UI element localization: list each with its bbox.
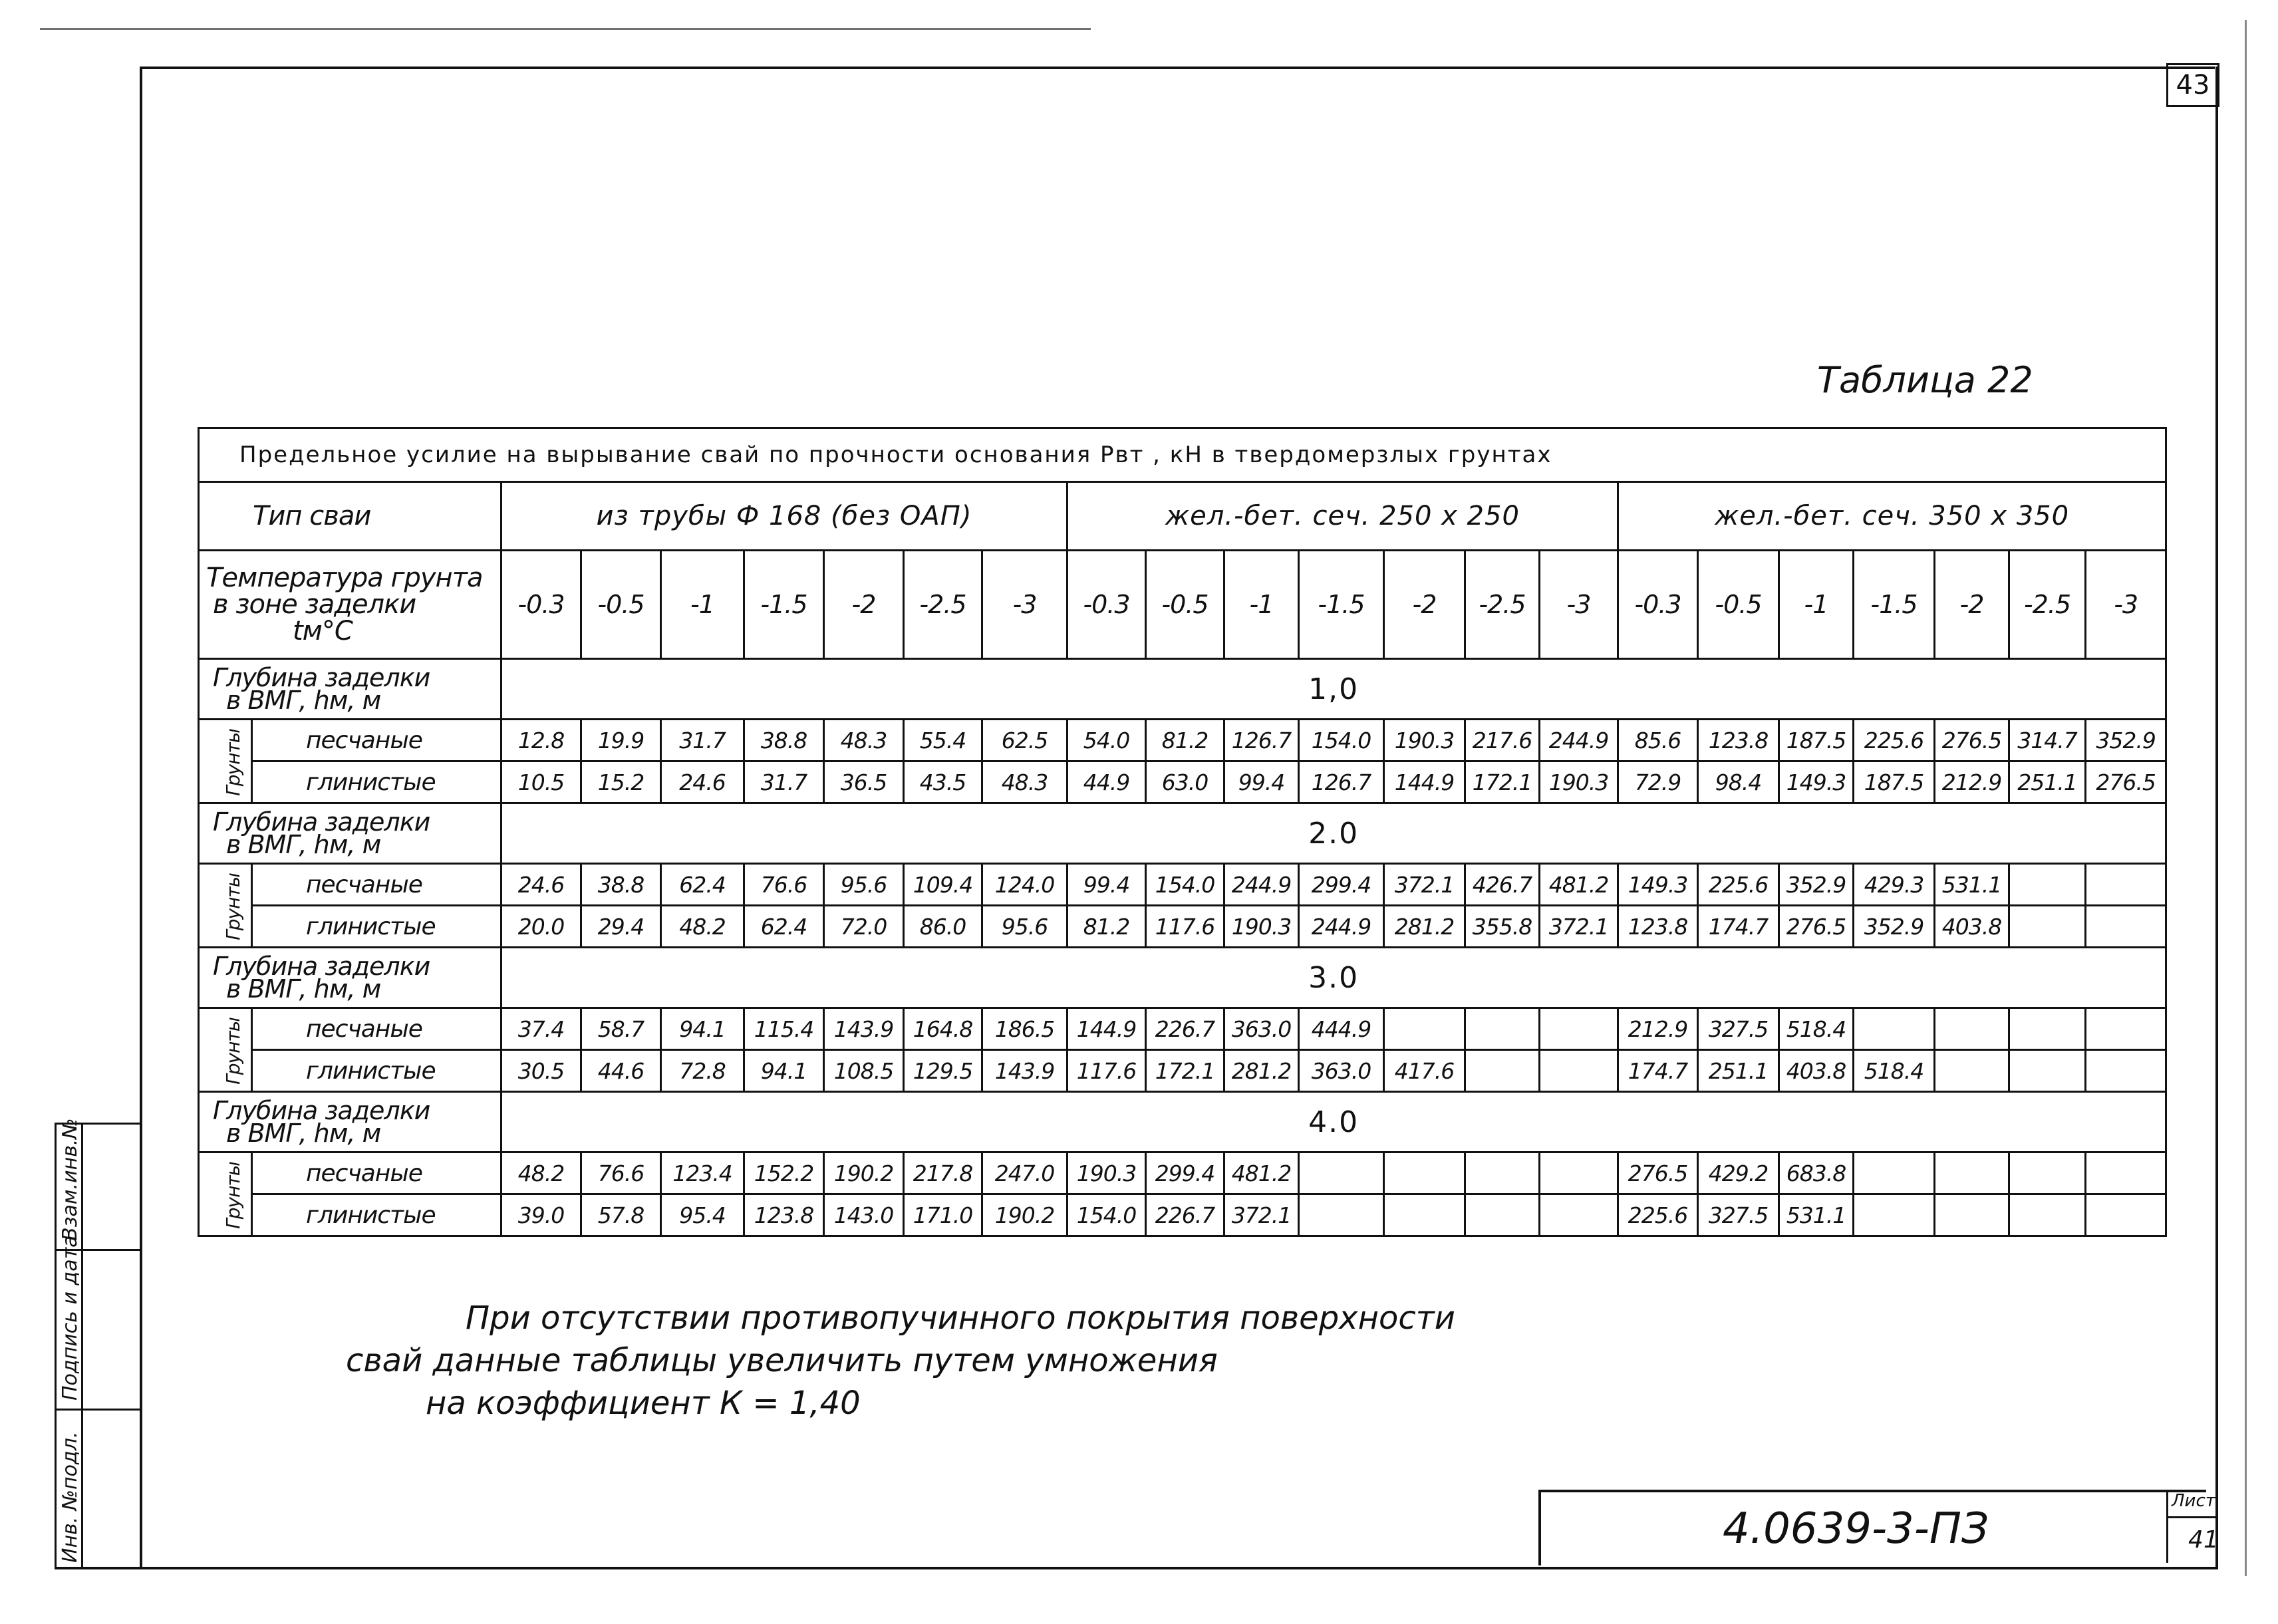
soils-label: Грунты bbox=[221, 729, 244, 796]
value-cell: 123.8 bbox=[744, 1194, 824, 1236]
sheet-top-stroke bbox=[40, 28, 1091, 30]
value-cell: 276.5 bbox=[1935, 720, 2009, 761]
soil-row bbox=[199, 1152, 2166, 1194]
soils-group-label bbox=[199, 864, 252, 948]
temperature-label-line: Температура грунта bbox=[206, 563, 483, 593]
value-cell: 81.2 bbox=[1146, 720, 1224, 761]
document-code: 4.0639-3-ПЗ bbox=[1723, 1504, 1989, 1554]
value-cell bbox=[1384, 1194, 1465, 1236]
depth-label-line: в ВМГ, hм, м bbox=[226, 1119, 381, 1148]
value-cell: 149.3 bbox=[1779, 761, 1854, 803]
value-cell: 174.7 bbox=[1618, 1050, 1698, 1092]
value-cell: 217.6 bbox=[1465, 720, 1540, 761]
value-cell bbox=[1854, 1152, 1935, 1194]
value-cell: 186.5 bbox=[982, 1008, 1068, 1050]
value-cell: 72.0 bbox=[824, 906, 904, 948]
temperature-cell: -3 bbox=[1540, 551, 1618, 659]
value-cell: 43.5 bbox=[904, 761, 982, 803]
value-cell: 143.9 bbox=[982, 1050, 1068, 1092]
soil-row bbox=[199, 1194, 2166, 1236]
value-cell: 276.5 bbox=[1779, 906, 1854, 948]
depth-row bbox=[199, 1092, 2166, 1152]
header-row bbox=[199, 428, 2166, 482]
value-cell: 154.0 bbox=[1068, 1194, 1146, 1236]
temperature-label-line: tм°С bbox=[293, 616, 353, 646]
soils-label: Грунты bbox=[221, 1162, 244, 1229]
value-cell: 48.2 bbox=[661, 906, 744, 948]
soil-row bbox=[199, 720, 2166, 761]
soils-label: Грунты bbox=[221, 1017, 244, 1085]
value-cell: 95.6 bbox=[824, 864, 904, 906]
value-cell: 29.4 bbox=[581, 906, 661, 948]
value-cell bbox=[1854, 1194, 1935, 1236]
table-header: Предельное усилие на вырывание свай по прочности основания Pвт , кН в твердомерзлых грунтах bbox=[199, 428, 2166, 482]
value-cell: 36.5 bbox=[824, 761, 904, 803]
value-cell: 299.4 bbox=[1146, 1152, 1224, 1194]
value-cell: 426.7 bbox=[1465, 864, 1540, 906]
depth-value: 1,0 bbox=[501, 659, 2166, 720]
side-stamp-line bbox=[55, 1123, 57, 1568]
value-cell bbox=[2086, 1008, 2166, 1050]
page-number: 43 bbox=[2166, 63, 2219, 107]
value-cell bbox=[2009, 906, 2086, 948]
value-cell: 143.9 bbox=[824, 1008, 904, 1050]
value-cell bbox=[1465, 1152, 1540, 1194]
value-cell: 55.4 bbox=[904, 720, 982, 761]
value-cell: 31.7 bbox=[744, 761, 824, 803]
value-cell: 429.2 bbox=[1698, 1152, 1779, 1194]
soil-name: песчаные bbox=[252, 1152, 501, 1194]
value-cell: 62.4 bbox=[744, 906, 824, 948]
value-cell bbox=[1465, 1008, 1540, 1050]
value-cell bbox=[2009, 864, 2086, 906]
side-podpis: Подпись и дата bbox=[59, 1235, 82, 1401]
value-cell: 143.0 bbox=[824, 1194, 904, 1236]
table-title: Таблица 22 bbox=[1817, 359, 2033, 401]
value-cell bbox=[2086, 864, 2166, 906]
side-stamp-line bbox=[55, 1409, 140, 1411]
depth-row bbox=[199, 659, 2166, 720]
pile-group-rc-250: жел.-бет. сеч. 250 х 250 bbox=[1068, 482, 1618, 551]
value-cell: 212.9 bbox=[1618, 1008, 1698, 1050]
value-cell: 225.6 bbox=[1618, 1194, 1698, 1236]
value-cell: 225.6 bbox=[1698, 864, 1779, 906]
value-cell: 44.9 bbox=[1068, 761, 1146, 803]
soil-row bbox=[199, 906, 2166, 948]
side-vzam: Взам.инв.№ bbox=[59, 1118, 82, 1241]
value-cell: 117.6 bbox=[1146, 906, 1224, 948]
value-cell: 531.1 bbox=[1935, 864, 2009, 906]
value-cell: 129.5 bbox=[904, 1050, 982, 1092]
right-border bbox=[2215, 67, 2218, 1569]
temperature-cell: -0.5 bbox=[1146, 551, 1224, 659]
value-cell: 190.3 bbox=[1068, 1152, 1146, 1194]
value-cell: 481.2 bbox=[1540, 864, 1618, 906]
value-cell bbox=[2086, 1152, 2166, 1194]
temperature-cell: -2.5 bbox=[904, 551, 982, 659]
soil-name: глинистые bbox=[252, 1050, 501, 1092]
value-cell: 72.8 bbox=[661, 1050, 744, 1092]
value-cell bbox=[1854, 1008, 1935, 1050]
pile-group-pipe: из трубы Ф 168 (без ОАП) bbox=[501, 482, 1068, 551]
value-cell: 37.4 bbox=[501, 1008, 581, 1050]
value-cell: 363.0 bbox=[1224, 1008, 1299, 1050]
depth-label-line: Глубина заделки bbox=[213, 807, 430, 837]
value-cell: 164.8 bbox=[904, 1008, 982, 1050]
value-cell: 31.7 bbox=[661, 720, 744, 761]
temperature-label-line: в зоне заделки bbox=[213, 589, 416, 620]
value-cell: 417.6 bbox=[1384, 1050, 1465, 1092]
depth-value: 2.0 bbox=[501, 803, 2166, 864]
depth-label-line: в ВМГ, hм, м bbox=[226, 974, 381, 1004]
value-cell bbox=[2086, 1194, 2166, 1236]
side-inv-podl: Инв. №подл. bbox=[59, 1431, 82, 1563]
temperature-cell: -0.3 bbox=[1618, 551, 1698, 659]
value-cell: 190.2 bbox=[824, 1152, 904, 1194]
value-cell: 251.1 bbox=[1698, 1050, 1779, 1092]
temperature-row bbox=[199, 551, 2166, 659]
value-cell: 314.7 bbox=[2009, 720, 2086, 761]
temperature-cell: -3 bbox=[2086, 551, 2166, 659]
depth-label-line: Глубина заделки bbox=[213, 663, 430, 692]
value-cell: 126.7 bbox=[1299, 761, 1384, 803]
value-cell bbox=[1384, 1152, 1465, 1194]
value-cell: 190.3 bbox=[1540, 761, 1618, 803]
value-cell bbox=[2009, 1008, 2086, 1050]
temperature-cell: -2 bbox=[824, 551, 904, 659]
value-cell: 94.1 bbox=[661, 1008, 744, 1050]
value-cell: 85.6 bbox=[1618, 720, 1698, 761]
value-cell bbox=[1540, 1008, 1618, 1050]
soil-name: песчаные bbox=[252, 1008, 501, 1050]
value-cell bbox=[1299, 1194, 1384, 1236]
value-cell: 62.4 bbox=[661, 864, 744, 906]
value-cell: 144.9 bbox=[1068, 1008, 1146, 1050]
value-cell: 299.4 bbox=[1299, 864, 1384, 906]
value-cell: 281.2 bbox=[1224, 1050, 1299, 1092]
note-line: При отсутствии противопучинного покрытия поверхности bbox=[466, 1299, 1455, 1337]
value-cell: 187.5 bbox=[1854, 761, 1935, 803]
value-cell bbox=[1935, 1152, 2009, 1194]
value-cell: 109.4 bbox=[904, 864, 982, 906]
value-cell: 19.9 bbox=[581, 720, 661, 761]
value-cell: 481.2 bbox=[1224, 1152, 1299, 1194]
soil-name: песчаные bbox=[252, 864, 501, 906]
value-cell: 518.4 bbox=[1854, 1050, 1935, 1092]
depth-label bbox=[199, 1092, 501, 1152]
value-cell: 172.1 bbox=[1146, 1050, 1224, 1092]
value-cell bbox=[2009, 1194, 2086, 1236]
temperature-cell: -1 bbox=[661, 551, 744, 659]
value-cell bbox=[2086, 1050, 2166, 1092]
value-cell: 48.3 bbox=[982, 761, 1068, 803]
temperature-cell: -2.5 bbox=[2009, 551, 2086, 659]
value-cell: 518.4 bbox=[1779, 1008, 1854, 1050]
value-cell: 123.4 bbox=[661, 1152, 744, 1194]
value-cell: 154.0 bbox=[1146, 864, 1224, 906]
value-cell: 403.8 bbox=[1779, 1050, 1854, 1092]
value-cell bbox=[1540, 1194, 1618, 1236]
value-cell: 372.1 bbox=[1224, 1194, 1299, 1236]
value-cell: 86.0 bbox=[904, 906, 982, 948]
value-cell: 72.9 bbox=[1618, 761, 1698, 803]
depth-value: 3.0 bbox=[501, 948, 2166, 1008]
sheet-right-stroke bbox=[2245, 20, 2247, 1576]
soils-label: Грунты bbox=[221, 873, 244, 940]
temperature-cell: -3 bbox=[982, 551, 1068, 659]
soil-name: песчаные bbox=[252, 720, 501, 761]
value-cell bbox=[1384, 1008, 1465, 1050]
temperature-cell: -2.5 bbox=[1465, 551, 1540, 659]
depth-label-line: Глубина заделки bbox=[213, 1096, 430, 1125]
value-cell: 171.0 bbox=[904, 1194, 982, 1236]
soil-name: глинистые bbox=[252, 761, 501, 803]
pile-load-table bbox=[198, 427, 2167, 1237]
value-cell: 352.9 bbox=[1854, 906, 1935, 948]
depth-row bbox=[199, 948, 2166, 1008]
temperature-cell: -1.5 bbox=[1299, 551, 1384, 659]
note-line: свай данные таблицы увеличить путем умножения bbox=[346, 1342, 1218, 1379]
value-cell: 38.8 bbox=[744, 720, 824, 761]
value-cell: 172.1 bbox=[1465, 761, 1540, 803]
value-cell: 39.0 bbox=[501, 1194, 581, 1236]
soil-row bbox=[199, 1008, 2166, 1050]
soil-name: глинистые bbox=[252, 1194, 501, 1236]
value-cell bbox=[1540, 1050, 1618, 1092]
value-cell: 117.6 bbox=[1068, 1050, 1146, 1092]
value-cell: 15.2 bbox=[581, 761, 661, 803]
value-cell bbox=[2009, 1050, 2086, 1092]
temperature-cell: -0.5 bbox=[581, 551, 661, 659]
value-cell: 247.0 bbox=[982, 1152, 1068, 1194]
value-cell: 683.8 bbox=[1779, 1152, 1854, 1194]
value-cell: 429.3 bbox=[1854, 864, 1935, 906]
value-cell bbox=[1465, 1194, 1540, 1236]
top-border bbox=[140, 67, 2215, 69]
value-cell: 76.6 bbox=[744, 864, 824, 906]
value-cell: 190.3 bbox=[1224, 906, 1299, 948]
sheet-label: Лист bbox=[2172, 1491, 2215, 1511]
value-cell: 124.0 bbox=[982, 864, 1068, 906]
value-cell: 123.8 bbox=[1618, 906, 1698, 948]
value-cell: 10.5 bbox=[501, 761, 581, 803]
depth-label bbox=[199, 803, 501, 864]
value-cell bbox=[2086, 906, 2166, 948]
temperature-cell: -0.3 bbox=[501, 551, 581, 659]
value-cell: 372.1 bbox=[1384, 864, 1465, 906]
value-cell: 281.2 bbox=[1384, 906, 1465, 948]
value-cell: 81.2 bbox=[1068, 906, 1146, 948]
value-cell: 226.7 bbox=[1146, 1008, 1224, 1050]
soil-row bbox=[199, 864, 2166, 906]
value-cell: 58.7 bbox=[581, 1008, 661, 1050]
value-cell: 251.1 bbox=[2009, 761, 2086, 803]
value-cell: 95.6 bbox=[982, 906, 1068, 948]
temperature-cell: -2 bbox=[1384, 551, 1465, 659]
value-cell: 190.3 bbox=[1384, 720, 1465, 761]
value-cell: 149.3 bbox=[1618, 864, 1698, 906]
value-cell: 94.1 bbox=[744, 1050, 824, 1092]
value-cell: 12.8 bbox=[501, 720, 581, 761]
value-cell: 144.9 bbox=[1384, 761, 1465, 803]
depth-label bbox=[199, 659, 501, 720]
value-cell: 244.9 bbox=[1299, 906, 1384, 948]
value-cell: 115.4 bbox=[744, 1008, 824, 1050]
depth-label-line: в ВМГ, hм, м bbox=[226, 686, 381, 715]
value-cell: 352.9 bbox=[1779, 864, 1854, 906]
value-cell: 352.9 bbox=[2086, 720, 2166, 761]
value-cell: 276.5 bbox=[1618, 1152, 1698, 1194]
pile-type-label: Тип сваи bbox=[199, 482, 501, 551]
value-cell: 217.8 bbox=[904, 1152, 982, 1194]
value-cell: 48.3 bbox=[824, 720, 904, 761]
value-cell bbox=[1540, 1152, 1618, 1194]
soil-row bbox=[199, 761, 2166, 803]
value-cell bbox=[1299, 1152, 1384, 1194]
value-cell: 44.6 bbox=[581, 1050, 661, 1092]
value-cell bbox=[1465, 1050, 1540, 1092]
value-cell: 48.2 bbox=[501, 1152, 581, 1194]
value-cell: 99.4 bbox=[1224, 761, 1299, 803]
value-cell: 327.5 bbox=[1698, 1008, 1779, 1050]
value-cell bbox=[1935, 1050, 2009, 1092]
value-cell: 98.4 bbox=[1698, 761, 1779, 803]
value-cell: 30.5 bbox=[501, 1050, 581, 1092]
value-cell: 63.0 bbox=[1146, 761, 1224, 803]
value-cell: 54.0 bbox=[1068, 720, 1146, 761]
value-cell: 62.5 bbox=[982, 720, 1068, 761]
value-cell: 244.9 bbox=[1224, 864, 1299, 906]
value-cell: 187.5 bbox=[1779, 720, 1854, 761]
value-cell: 212.9 bbox=[1935, 761, 2009, 803]
soils-group-label bbox=[199, 720, 252, 803]
value-cell: 24.6 bbox=[661, 761, 744, 803]
sheet-number: 41 bbox=[2188, 1526, 2219, 1554]
value-cell: 76.6 bbox=[581, 1152, 661, 1194]
pile-type-row bbox=[199, 482, 2166, 551]
temperature-cell: -2 bbox=[1935, 551, 2009, 659]
temperature-cell: -1.5 bbox=[744, 551, 824, 659]
value-cell: 225.6 bbox=[1854, 720, 1935, 761]
value-cell: 24.6 bbox=[501, 864, 581, 906]
value-cell: 38.8 bbox=[581, 864, 661, 906]
value-cell: 355.8 bbox=[1465, 906, 1540, 948]
depth-value: 4.0 bbox=[501, 1092, 2166, 1152]
value-cell: 444.9 bbox=[1299, 1008, 1384, 1050]
bottom-border bbox=[55, 1567, 2218, 1569]
note bbox=[346, 1297, 1455, 1424]
soil-row bbox=[199, 1050, 2166, 1092]
soils-group-label bbox=[199, 1008, 252, 1092]
depth-label-line: в ВМГ, hм, м bbox=[226, 830, 381, 859]
value-cell: 327.5 bbox=[1698, 1194, 1779, 1236]
temperature-cell: -1 bbox=[1224, 551, 1299, 659]
pile-group-rc-350: жел.-бет. сеч. 350 х 350 bbox=[1618, 482, 2166, 551]
value-cell: 363.0 bbox=[1299, 1050, 1384, 1092]
temperature-cell: -1.5 bbox=[1854, 551, 1935, 659]
value-cell: 531.1 bbox=[1779, 1194, 1854, 1236]
value-cell bbox=[1935, 1194, 2009, 1236]
value-cell: 20.0 bbox=[501, 906, 581, 948]
side-stamp bbox=[55, 1118, 141, 1568]
value-cell: 190.2 bbox=[982, 1194, 1068, 1236]
value-cell: 57.8 bbox=[581, 1194, 661, 1236]
temperature-cell: -1 bbox=[1779, 551, 1854, 659]
value-cell: 123.8 bbox=[1698, 720, 1779, 761]
value-cell: 108.5 bbox=[824, 1050, 904, 1092]
soil-name: глинистые bbox=[252, 906, 501, 948]
temperature-cell: -0.3 bbox=[1068, 551, 1146, 659]
sheet-divider bbox=[2166, 1516, 2215, 1518]
value-cell: 152.2 bbox=[744, 1152, 824, 1194]
value-cell: 372.1 bbox=[1540, 906, 1618, 948]
value-cell: 226.7 bbox=[1146, 1194, 1224, 1236]
depth-label-line: Глубина заделки bbox=[213, 952, 430, 981]
note-line: на коэффициент К = 1,40 bbox=[426, 1385, 861, 1422]
value-cell: 244.9 bbox=[1540, 720, 1618, 761]
value-cell: 126.7 bbox=[1224, 720, 1299, 761]
value-cell: 99.4 bbox=[1068, 864, 1146, 906]
temperature-cell: -0.5 bbox=[1698, 551, 1779, 659]
value-cell: 174.7 bbox=[1698, 906, 1779, 948]
depth-label bbox=[199, 948, 501, 1008]
value-cell bbox=[2009, 1152, 2086, 1194]
temperature-label bbox=[199, 551, 501, 659]
value-cell bbox=[1935, 1008, 2009, 1050]
depth-row bbox=[199, 803, 2166, 864]
soils-group-label bbox=[199, 1152, 252, 1236]
value-cell: 403.8 bbox=[1935, 906, 2009, 948]
value-cell: 154.0 bbox=[1299, 720, 1384, 761]
value-cell: 276.5 bbox=[2086, 761, 2166, 803]
value-cell: 95.4 bbox=[661, 1194, 744, 1236]
